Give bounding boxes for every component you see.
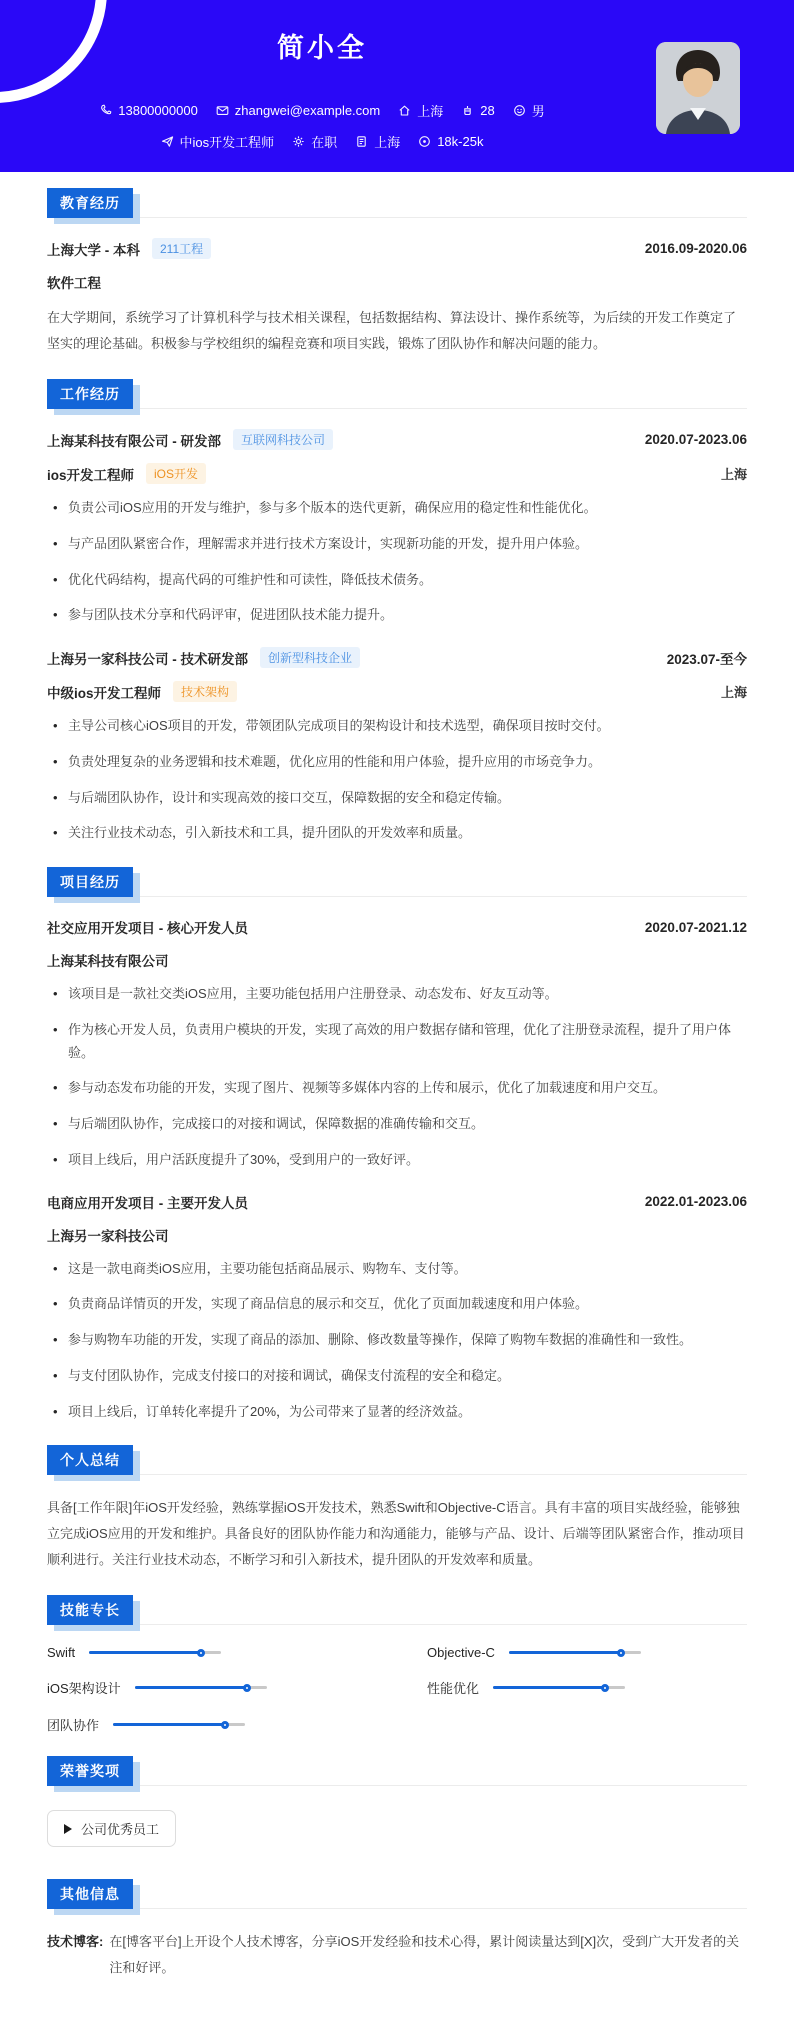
- section-projects: [47, 867, 747, 1423]
- document-icon: [355, 135, 368, 148]
- slider-knob: [197, 1649, 205, 1657]
- honor-chip[interactable]: [47, 1810, 176, 1847]
- section-work: [47, 379, 747, 845]
- section-education: [47, 188, 747, 357]
- gender-icon: [513, 104, 526, 117]
- bullet-item: • 关注行业技术动态，引入新技术和工具，提升团队的开发效率和质量。: [47, 822, 747, 845]
- skill-slider: [135, 1686, 267, 1689]
- bullet-item: • 与后端团队协作，完成接口的对接和调试，保障数据的准确传输和交互。: [47, 1113, 747, 1136]
- job-bullets: [47, 497, 747, 627]
- target-icon: [418, 135, 431, 148]
- job-role: ios开发工程师: [47, 467, 135, 483]
- contact-position: 中ios开发工程师: [161, 132, 275, 151]
- other-text: 在[博客平台]上开设个人技术博客，分享iOS开发经验和技术心得，累计阅读量达到[X]次，受到广大开发者的关注和好评。: [109, 1934, 740, 1976]
- home-icon: [398, 104, 411, 117]
- bullet-item: • 与产品团队紧密合作，理解需求并进行技术方案设计，实现新功能的开发，提升用户体验。: [47, 533, 747, 556]
- project-company: 上海某科技有限公司: [47, 954, 169, 969]
- bullet-item: • 该项目是一款社交类iOS应用，主要功能包括用户注册登录、动态发布、好友互动等。: [47, 983, 747, 1006]
- section-other: [47, 1879, 747, 1981]
- bullet-item: • 与支付团队协作，完成支付接口的对接和调试，确保支付流程的安全和稳定。: [47, 1365, 747, 1388]
- education-entry: [47, 238, 747, 357]
- section-skills: [47, 1595, 747, 1734]
- slider-knob: [221, 1721, 229, 1729]
- contact-phone: 13800000000: [99, 103, 198, 118]
- skill-slider: [113, 1723, 245, 1726]
- contact-location: 上海: [398, 101, 443, 120]
- other-label: 技术博客:: [47, 1934, 104, 1950]
- skill-item: Objective-C: [427, 1645, 747, 1660]
- project-name: 电商应用开发项目 - 主要开发人员: [47, 1195, 248, 1211]
- gear-icon: [292, 135, 305, 148]
- contact-gender: 男: [513, 101, 545, 120]
- email-icon: [216, 104, 229, 117]
- project-bullets: [47, 1258, 747, 1424]
- skill-item: 团队协作: [47, 1715, 367, 1734]
- job-date: 2023.07-至今: [666, 651, 747, 667]
- job-entry: [47, 647, 747, 845]
- play-icon: [64, 1824, 72, 1834]
- section-header-work: [47, 379, 747, 409]
- bullet-item: • 项目上线后，订单转化率提升了20%，为公司带来了显著的经济效益。: [47, 1401, 747, 1424]
- phone-icon: [99, 104, 112, 117]
- section-badge: 项目经历: [47, 867, 133, 897]
- bullet-item: • 与后端团队协作，设计和实现高效的接口交互，保障数据的安全和稳定传输。: [47, 787, 747, 810]
- contact-email: zhangwei@example.com: [216, 103, 380, 118]
- skill-item: Swift: [47, 1645, 367, 1660]
- contact-row-2: [0, 132, 644, 151]
- company-name: 上海某科技有限公司 - 研发部: [47, 433, 221, 449]
- honor-label: 公司优秀员工: [81, 1822, 160, 1838]
- skill-item: iOS架构设计: [47, 1678, 367, 1697]
- other-info: [47, 1929, 747, 1981]
- resume-body: [0, 172, 794, 2041]
- section-badge: 工作经历: [47, 379, 133, 409]
- contact-salary: 18k-25k: [418, 134, 483, 149]
- bullet-item: • 项目上线后，用户活跃度提升了30%，受到用户的一致好评。: [47, 1149, 747, 1172]
- project-date: 2020.07-2021.12: [644, 919, 747, 935]
- job-location: 上海: [720, 685, 747, 700]
- education-date: 2016.09-2020.06: [644, 241, 747, 256]
- project-date: 2022.01-2023.06: [644, 1194, 747, 1209]
- slider-knob: [617, 1649, 625, 1657]
- bullet-item: • 优化代码结构，提高代码的可维护性和可读性，降低技术债务。: [47, 569, 747, 592]
- slider-knob: [601, 1684, 609, 1692]
- job-entry: [47, 429, 747, 627]
- slider-knob: [243, 1684, 251, 1692]
- section-badge: 教育经历: [47, 188, 133, 218]
- contact-status: 在职: [292, 132, 337, 151]
- company-tag: 创新型科技企业: [260, 647, 360, 668]
- section-header-honors: [47, 1756, 747, 1786]
- bullet-item: • 主导公司核心iOS项目的开发，带领团队完成项目的架构设计和技术选型，确保项目按时交付。: [47, 715, 747, 738]
- job-bullets: [47, 715, 747, 845]
- skill-slider: [89, 1651, 221, 1654]
- bullet-item: • 负责商品详情页的开发，实现了商品信息的展示和交互，优化了页面加载速度和用户体验。: [47, 1293, 747, 1316]
- skill-item: 性能优化: [427, 1678, 747, 1697]
- section-header-skills: [47, 1595, 747, 1625]
- bullet-item: • 参与购物车功能的开发，实现了商品的添加、删除、修改数量等操作，保障了购物车数据的准确性和一致性。: [47, 1329, 747, 1352]
- section-badge: 技能专长: [47, 1595, 133, 1625]
- contact-row-1: [0, 101, 644, 120]
- section-header-other: [47, 1879, 747, 1909]
- bullet-item: • 负责公司iOS应用的开发与维护，参与多个版本的迭代更新，确保应用的稳定性和性能优化。: [47, 497, 747, 520]
- paper-plane-icon: [161, 135, 174, 148]
- job-date: 2020.07-2023.06: [644, 432, 747, 447]
- section-honors: [47, 1756, 747, 1857]
- section-header-projects: [47, 867, 747, 897]
- role-tag: iOS开发: [146, 463, 206, 484]
- bullet-item: • 负责处理复杂的业务逻辑和技术难题，优化应用的性能和用户体验，提升应用的市场竞争力。: [47, 751, 747, 774]
- school-tag: 211工程: [152, 238, 211, 259]
- section-header-summary: [47, 1445, 747, 1475]
- page-title: 简小全: [277, 33, 367, 63]
- section-badge: 其他信息: [47, 1879, 133, 1909]
- contact-age: 28: [461, 103, 494, 118]
- education-description: 在大学期间，系统学习了计算机科学与技术相关课程，包括数据结构、算法设计、操作系统等，为后续的开发工作奠定了坚实的理论基础。积极参与学校组织的编程竞赛和项目实践，锻炼了团队协作和解决问题的能力。: [47, 310, 737, 351]
- summary-text: 具备[工作年限]年iOS开发经验，熟练掌握iOS开发技术，熟悉Swift和Objective-C语言。具有丰富的项目实战经验，能够独立完成iOS应用的开发和维护。具备良好的团队协作能力和沟通能力，能够与产品、设计、后端等团队紧密合作，推动项目顺利进行。关注行业技术动态，不断学习和引入新技术，提升团队的开发效率和质量。: [47, 1500, 745, 1568]
- section-header-education: [47, 188, 747, 218]
- job-role: 中级ios开发工程师: [47, 685, 162, 701]
- project-entry: [47, 1192, 747, 1424]
- age-icon: [461, 104, 474, 117]
- project-name: 社交应用开发项目 - 核心开发人员: [47, 921, 248, 936]
- avatar: [656, 42, 740, 134]
- bullet-item: • 参与团队技术分享和代码评审，促进团队技术能力提升。: [47, 604, 747, 627]
- skills-grid: [47, 1645, 747, 1734]
- project-company: 上海另一家科技公司: [47, 1228, 169, 1244]
- job-location: 上海: [720, 467, 747, 482]
- company-tag: 互联网科技公司: [233, 429, 333, 450]
- section-badge: 荣誉奖项: [47, 1756, 133, 1786]
- role-tag: 技术架构: [173, 681, 237, 702]
- skill-slider: [509, 1651, 641, 1654]
- section-summary: [47, 1445, 747, 1573]
- resume-header: [0, 0, 794, 172]
- section-badge: 个人总结: [47, 1445, 133, 1475]
- bullet-item: • 这是一款电商类iOS应用，主要功能包括商品展示、购物车、支付等。: [47, 1258, 747, 1281]
- bullet-item: • 参与动态发布功能的开发，实现了图片、视频等多媒体内容的上传和展示，优化了加载速度和用户交互。: [47, 1077, 747, 1100]
- company-name: 上海另一家科技公司 - 技术研发部: [47, 651, 248, 667]
- contact-city: 上海: [355, 132, 400, 151]
- major-name: 软件工程: [47, 276, 101, 291]
- project-entry: [47, 917, 747, 1172]
- bullet-item: • 作为核心开发人员，负责用户模块的开发，实现了高效的用户数据存储和管理，优化了注册登录流程，提升了用户体验。: [47, 1019, 747, 1065]
- school-name: 上海大学 - 本科: [47, 242, 140, 258]
- skill-slider: [493, 1686, 625, 1689]
- project-bullets: [47, 983, 747, 1172]
